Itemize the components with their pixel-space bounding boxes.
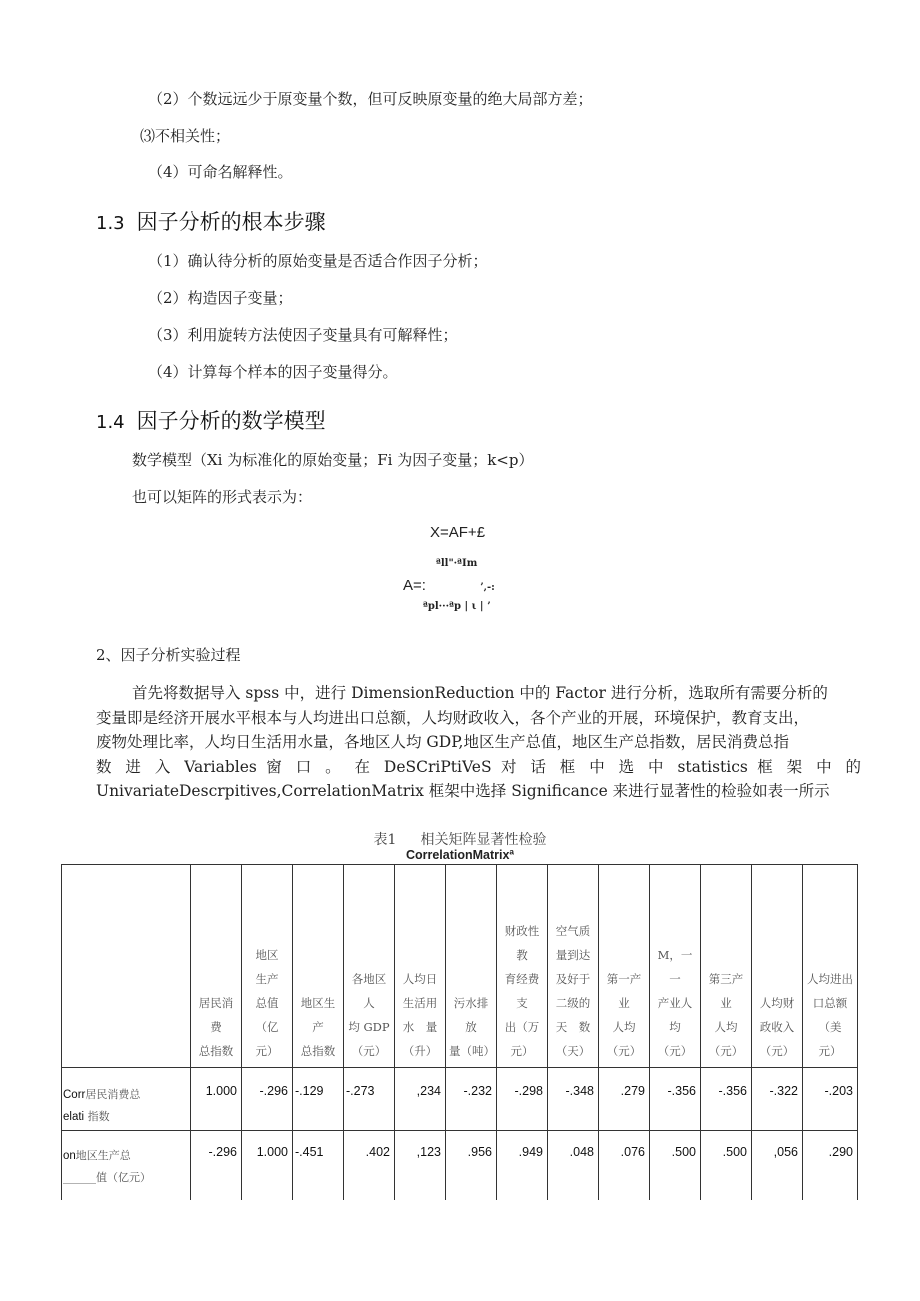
section-number: 1.4 [96, 412, 125, 433]
table-cell: -.296 [242, 1068, 293, 1131]
table-cell: -.296 [191, 1131, 242, 1201]
table-row [62, 1131, 858, 1201]
table-cell: 1.000 [242, 1131, 293, 1201]
matrix-lhs: A=: [403, 577, 426, 594]
matrix-row-1: ªll"·ªIm [436, 558, 478, 569]
section-title: 因子分析的根本步骤 [136, 210, 326, 234]
table-cell: -.232 [446, 1068, 497, 1131]
property-line-3: ⑶不相关性； [140, 127, 231, 145]
table-title: CorrelationMatrixª [405, 848, 515, 862]
row-label-part: elati [63, 1111, 85, 1123]
table-cell: -.356 [650, 1068, 701, 1131]
header-cell: 地区生产 总指数 [293, 865, 344, 1068]
table-cell: .402 [344, 1131, 395, 1201]
table-cell: -.322 [752, 1068, 803, 1131]
header-cell: 第三产业 人均 （元） [701, 865, 752, 1068]
header-cell: 人均财 政收入 （元） [752, 865, 803, 1068]
header-cell: 污水排放 量（吨） [446, 865, 497, 1068]
table-cell: .956 [446, 1131, 497, 1201]
header-cell: 各地区人 均 GDP （元） [344, 865, 395, 1068]
row-label [62, 1131, 191, 1201]
table-cell: -.451 [293, 1131, 344, 1201]
table-cell: .500 [650, 1131, 701, 1201]
row-label-part: on [63, 1150, 76, 1162]
header-cell: 第一产业 人均 （元） [599, 865, 650, 1068]
property-line-4: （4）可命名解释性。 [148, 163, 293, 181]
table-cell: -.273 [344, 1068, 395, 1131]
table-caption-label: 表1 [373, 832, 397, 848]
table-cell: .279 [599, 1068, 650, 1131]
table-cell: ,234 [395, 1068, 446, 1131]
row-label-part: ______ [63, 1171, 96, 1184]
section-1-3-heading [96, 206, 326, 236]
table-cell: ,123 [395, 1131, 446, 1201]
step-3: （3）利用旋转方法使因子变量具有可解释性； [148, 326, 458, 344]
table-cell: 1.000 [191, 1068, 242, 1131]
paragraph-line-4: 数 进 入 Variables 窗 口 。 在 DeSCriPtiVeS 对 话 框 中 选 中 statistics 框 架 中 的 [96, 757, 861, 776]
step-2: （2）构造因子变量； [148, 289, 293, 307]
equation: X=AF+£ [430, 524, 486, 541]
experiment-paragraph [96, 681, 861, 804]
table-caption [0, 829, 920, 849]
paragraph-line-5: UnivariateDescrpitives,CorrelationMatrix 框架中选择 Significance 来进行显著性的检验如表一所示 [96, 782, 830, 800]
row-label-part: 居民消费总 [85, 1088, 141, 1101]
section-title: 因子分析的数学模型 [136, 409, 326, 433]
table-cell: -.348 [548, 1068, 599, 1131]
header-cell: 空气质 量到达 及好于 二级的 天 数 （天） [548, 865, 599, 1068]
paragraph-line-2: 变量即是经济开展水平根本与人均进出口总额，人均财政收入，各个产业的开展，环境保护，教育支出， [96, 708, 810, 727]
table-header-row [62, 865, 858, 1068]
table-cell: .076 [599, 1131, 650, 1201]
model-description: 数学模型（Xi 为标准化的原始变量；Fi 为因子变量；k<p） [132, 451, 534, 469]
section-1-4-heading [96, 405, 326, 435]
matrix-intro: 也可以矩阵的形式表示为： [132, 488, 313, 506]
row-label-part: 指数 [87, 1110, 110, 1123]
correlation-matrix-table [61, 864, 858, 1200]
table-cell: .949 [497, 1131, 548, 1201]
matrix-row-3: ªpl···ªp | ι | ʼ [423, 601, 491, 612]
table-row [62, 1068, 858, 1131]
table-cell: -.356 [701, 1068, 752, 1131]
table-cell: ,056 [752, 1131, 803, 1201]
step-4: （4）计算每个样本的因子变量得分。 [148, 363, 398, 381]
row-label-part: Corr [63, 1089, 86, 1101]
row-label [62, 1068, 191, 1131]
property-line-2: （2）个数远远少于原变量个数，但可反映原变量的绝大局部方差； [148, 90, 593, 108]
paragraph-line-3: 废物处理比率，人均日生活用水量，各地区人均 GDP,地区生产总值，地区生产总指数，居民消费总指 [96, 733, 789, 751]
header-cell: 财政性教 育经费支 出（万 元） [497, 865, 548, 1068]
table-cell: -.298 [497, 1068, 548, 1131]
table-cell: .500 [701, 1131, 752, 1201]
header-cell: 人均日 生活用 水 量 （升） [395, 865, 446, 1068]
row-label-part: 值（亿元） [96, 1171, 151, 1184]
section-2-heading: 2、因子分析实验过程 [96, 646, 241, 664]
header-cell: 人均进出 口总额 （美 元） [803, 865, 858, 1068]
table-cell: .048 [548, 1131, 599, 1201]
section-number: 1.3 [96, 213, 125, 234]
table-cell: -.129 [293, 1068, 344, 1131]
header-cell: 居民消费 总指数 [191, 865, 242, 1068]
table-caption-text: 相关矩阵显著性检验 [420, 832, 547, 848]
matrix-mid: ʼ‚-: [480, 582, 495, 593]
header-cell: 地区 生产 总值 （亿 元） [242, 865, 293, 1068]
paragraph-line-1: 首先将数据导入 spss 中，进行 DimensionReduction 中的 Factor 进行分析，选取所有需要分析的 [132, 684, 828, 702]
step-1: （1）确认待分析的原始变量是否适合作因子分析； [148, 252, 488, 270]
table-cell: -.203 [803, 1068, 858, 1131]
table-cell: .290 [803, 1131, 858, 1201]
header-cell: M，一一 产业人均 （元） [650, 865, 701, 1068]
header-cell-empty [62, 865, 191, 1068]
row-label-part: 地区生产总 [75, 1149, 131, 1162]
